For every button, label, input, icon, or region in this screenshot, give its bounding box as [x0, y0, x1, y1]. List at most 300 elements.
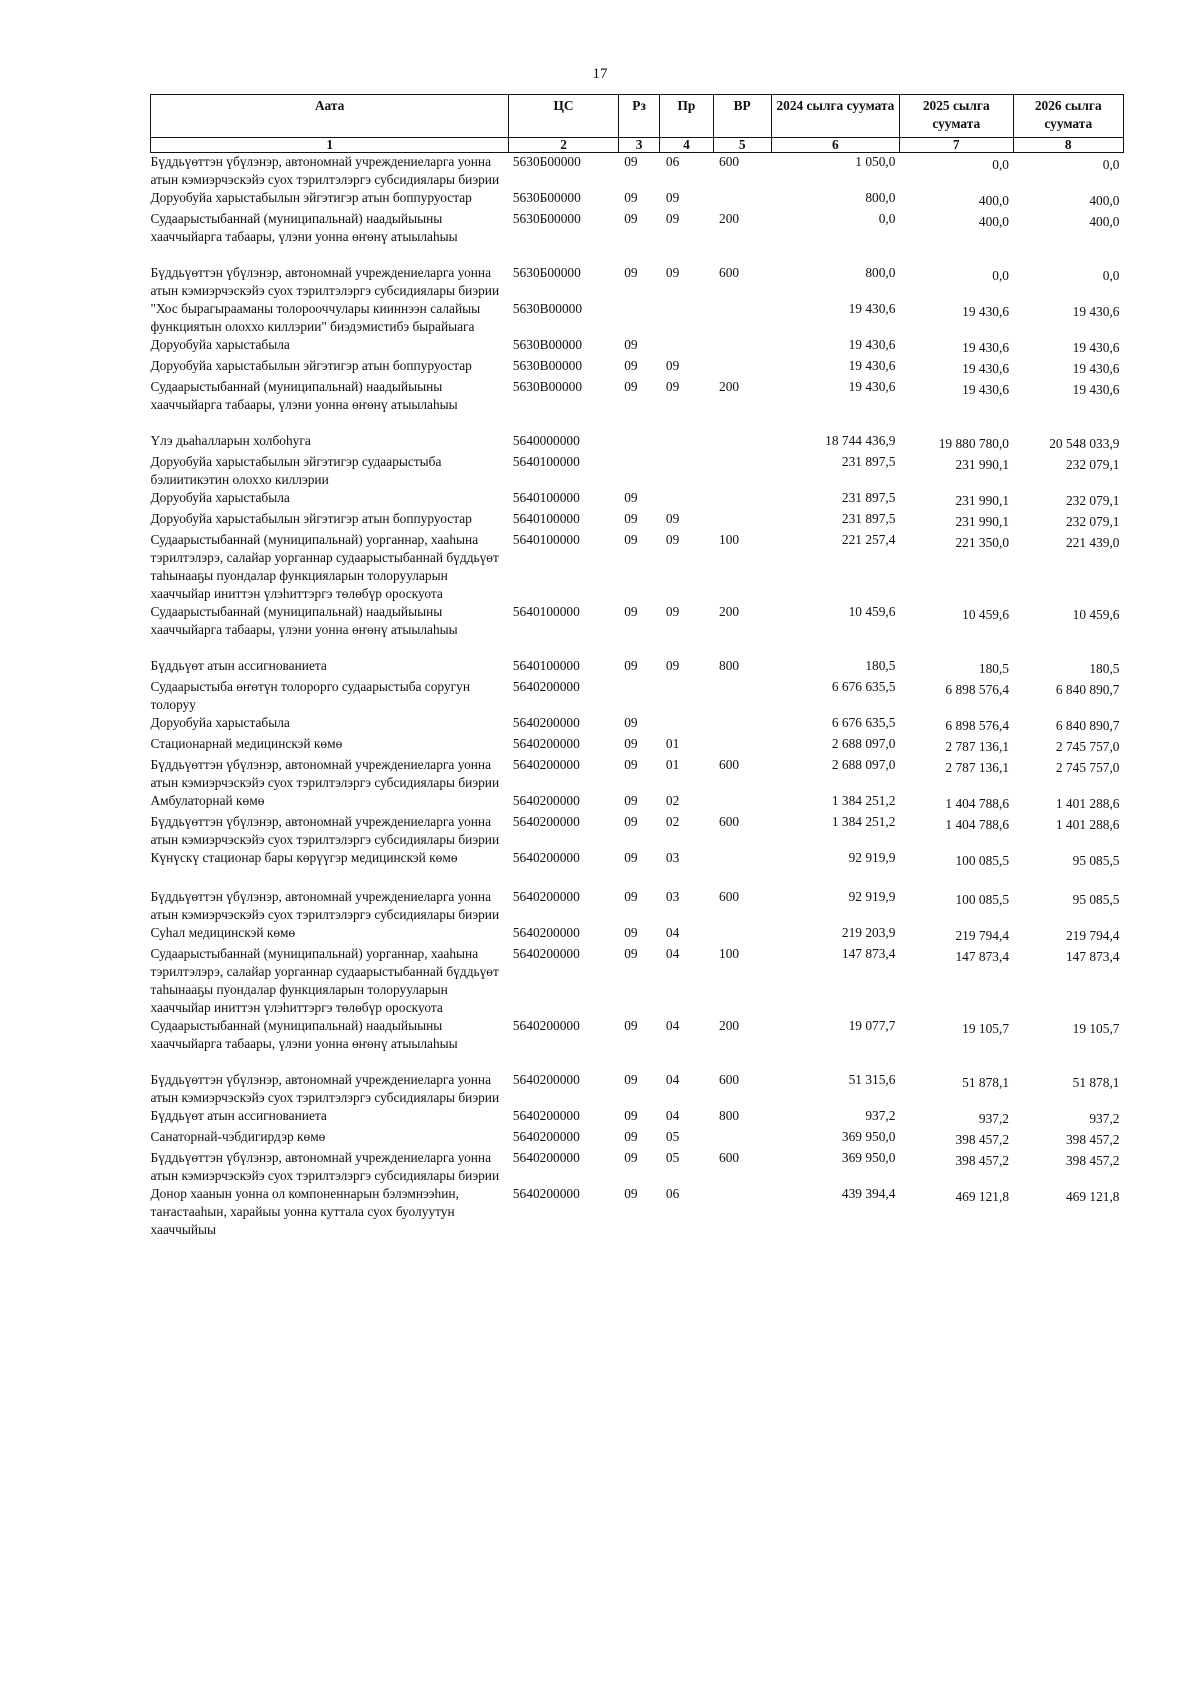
row-amount-2025: 51 878,1 — [962, 1075, 1010, 1090]
row-cs-code: 5640000000 — [512, 433, 580, 448]
header-2026: 2026 сылга суумата — [1013, 95, 1123, 138]
row-vr: 200 — [719, 604, 740, 619]
table-row — [151, 945, 1124, 1017]
row-cs-code: 5640200000 — [512, 1108, 580, 1123]
row-amount-2026: 20 548 033,9 — [1049, 436, 1120, 451]
row-amount-2024: 6 676 635,5 — [831, 715, 896, 730]
row-name: Судаарыстыбаннай (муниципальнай) наадыйыыны хааччыйарга табаары, үлэни уонна өҥөнү атыылаһыы — [150, 379, 458, 412]
row-amount-2025: 19 105,7 — [962, 1021, 1010, 1036]
row-amount-2025: 469 121,8 — [955, 1189, 1010, 1204]
row-name: Бүддьүөттэн үбүлэнэр, автономнай учреждениеларга уонна атын кэмиэрчэскэйэ суох тэрилтэлэргэ субсидиялары биэрии — [150, 154, 500, 187]
row-pr: 09 — [665, 358, 680, 373]
row-rz — [618, 432, 660, 453]
table-row — [151, 924, 1124, 945]
row-name: Доруобуйа харыстабылын эйгэтигэр атын боппуруостар — [150, 511, 472, 526]
table-row — [151, 264, 1124, 300]
row-vr — [713, 714, 771, 735]
row-rz: 09 — [624, 736, 638, 751]
row-pr: 09 — [665, 379, 680, 394]
row-pr: 09 — [665, 265, 680, 280]
row-rz: 09 — [624, 337, 638, 352]
row-vr — [713, 1185, 771, 1239]
row-vr: 100 — [719, 532, 740, 547]
row-pr: 03 — [665, 889, 680, 904]
table-row — [151, 432, 1124, 453]
table-row — [151, 603, 1124, 657]
header-vr: ВР — [713, 95, 771, 138]
column-number: 6 — [771, 138, 899, 153]
row-rz: 09 — [624, 211, 638, 226]
row-amount-2025: 231 990,1 — [955, 493, 1010, 508]
row-vr — [713, 510, 771, 531]
row-pr: 09 — [665, 532, 680, 547]
row-amount-2026: 95 085,5 — [1072, 853, 1120, 868]
row-amount-2025: 400,0 — [978, 214, 1010, 229]
row-amount-2024: 180,5 — [865, 658, 896, 673]
row-pr: 04 — [665, 925, 680, 940]
row-vr: 600 — [719, 757, 740, 772]
row-cs-code: 5640200000 — [512, 793, 580, 808]
row-rz: 09 — [624, 925, 638, 940]
row-amount-2024: 1 384 251,2 — [831, 793, 896, 808]
row-pr: 09 — [665, 511, 680, 526]
row-vr — [713, 678, 771, 714]
row-cs-code: 5640200000 — [512, 1186, 580, 1201]
row-name: Судаарыстыбаннай (муниципальнай) наадыйыыны хааччыйарга табаары, үлэни уонна өҥөнү атыылаһыы — [150, 211, 458, 244]
row-name: Бүддьүөттэн үбүлэнэр, автономнай учреждениеларга уонна атын кэмиэрчэскэйэ суох тэрилтэлэргэ субсидиялары биэрии — [150, 1072, 500, 1105]
table-row — [151, 336, 1124, 357]
row-rz: 09 — [624, 511, 638, 526]
row-amount-2025: 6 898 576,4 — [945, 682, 1010, 697]
row-cs-code: 5640200000 — [512, 1072, 580, 1087]
row-amount-2024: 937,2 — [865, 1108, 896, 1123]
row-amount-2026: 19 430,6 — [1072, 382, 1120, 397]
table-row — [151, 378, 1124, 432]
table-row — [151, 300, 1124, 336]
row-pr: 09 — [665, 658, 680, 673]
row-name: Бүддьүөттэн үбүлэнэр, автономнай учреждениеларга уонна атын кэмиэрчэскэйэ суох тэрилтэлэргэ субсидиялары биэрии — [150, 889, 500, 922]
row-rz: 09 — [624, 358, 638, 373]
row-cs-code: 5640100000 — [512, 490, 580, 505]
row-amount-2024: 800,0 — [865, 190, 896, 205]
row-amount-2024: 369 950,0 — [841, 1150, 896, 1165]
row-amount-2024: 1 050,0 — [855, 154, 896, 169]
row-cs-code: 5640200000 — [512, 736, 580, 751]
row-vr: 600 — [719, 1072, 740, 1087]
row-amount-2024: 221 257,4 — [841, 532, 896, 547]
row-name: Донор хаанын уонна ол компоненнарын бэлэмнээһин, таҥастааһын, харайыы уонна куттала суох буолуутун хааччыйыы — [150, 1186, 459, 1237]
table-row — [151, 756, 1124, 792]
row-amount-2026: 51 878,1 — [1072, 1075, 1120, 1090]
row-amount-2024: 19 430,6 — [848, 358, 896, 373]
row-pr: 04 — [665, 1108, 680, 1123]
row-pr — [660, 453, 713, 489]
row-amount-2024: 92 919,9 — [848, 889, 896, 904]
row-amount-2025: 398 457,2 — [955, 1132, 1010, 1147]
row-vr: 600 — [719, 889, 740, 904]
row-vr — [713, 1128, 771, 1149]
row-pr: 04 — [665, 1018, 680, 1033]
table-row — [151, 888, 1124, 924]
row-rz: 09 — [624, 1108, 638, 1123]
row-name: Доруобуйа харыстабыла — [150, 490, 290, 505]
row-amount-2025: 19 430,6 — [962, 340, 1010, 355]
row-cs-code: 5640200000 — [512, 1018, 580, 1033]
row-rz: 09 — [624, 379, 638, 394]
row-vr — [713, 735, 771, 756]
row-rz: 09 — [624, 490, 638, 505]
table-row — [151, 357, 1124, 378]
row-name: Стационарнай медицинскэй көмө — [150, 736, 343, 751]
row-name: "Хос бырагырааманы толорооччулары кииннээн салайыы функциятын олоххо киллэрии" биэдэмистибэ бырайыага — [150, 301, 481, 334]
table-row — [151, 453, 1124, 489]
row-amount-2025: 19 880 780,0 — [938, 436, 1010, 451]
row-cs-code: 5640200000 — [512, 757, 580, 772]
row-amount-2025: 219 794,4 — [955, 928, 1010, 943]
budget-table — [150, 94, 1124, 1239]
table-row — [151, 1107, 1124, 1128]
table-row — [151, 792, 1124, 813]
row-amount-2024: 800,0 — [865, 265, 896, 280]
row-amount-2025: 6 898 576,4 — [945, 718, 1010, 733]
row-amount-2025: 231 990,1 — [955, 457, 1010, 472]
row-amount-2026: 221 439,0 — [1065, 535, 1120, 550]
row-pr: 04 — [665, 946, 680, 961]
row-amount-2025: 0,0 — [992, 157, 1010, 172]
row-vr: 600 — [719, 1150, 740, 1165]
row-amount-2026: 2 745 757,0 — [1055, 760, 1120, 775]
row-cs-code: 5640100000 — [512, 658, 580, 673]
row-amount-2026: 95 085,5 — [1072, 892, 1120, 907]
table-header-row — [151, 95, 1124, 138]
row-amount-2026: 400,0 — [1089, 193, 1120, 208]
row-amount-2025: 100 085,5 — [955, 892, 1010, 907]
row-amount-2025: 19 430,6 — [962, 304, 1010, 319]
row-amount-2026: 219 794,4 — [1065, 928, 1120, 943]
table-row — [151, 657, 1124, 678]
row-name: Суһал медицинскэй көмө — [150, 925, 296, 940]
row-pr: 09 — [665, 190, 680, 205]
row-amount-2026: 6 840 890,7 — [1055, 682, 1120, 697]
row-vr — [713, 189, 771, 210]
table-row — [151, 510, 1124, 531]
row-rz: 09 — [624, 946, 638, 961]
row-rz: 09 — [624, 1072, 638, 1087]
row-name: Судаарыстыбаннай (муниципальнай) наадыйыыны хааччыйарга табаары, үлэни уонна өҥөнү атыылаһыы — [150, 604, 458, 637]
row-pr — [660, 336, 713, 357]
row-cs-code: 5630Б00000 — [512, 154, 581, 169]
row-amount-2024: 0,0 — [878, 211, 896, 226]
row-vr: 800 — [719, 658, 740, 673]
table-row — [151, 1071, 1124, 1107]
row-amount-2026: 19 430,6 — [1072, 340, 1120, 355]
row-rz: 09 — [624, 1018, 638, 1033]
row-pr — [660, 678, 713, 714]
table-row — [151, 1185, 1124, 1239]
row-name: Судаарыстыбаннай (муниципальнай) наадыйыыны хааччыйарга табаары, үлэни уонна өҥөнү атыылаһыы — [150, 1018, 458, 1051]
row-cs-code: 5640100000 — [512, 454, 580, 469]
row-amount-2026: 232 079,1 — [1065, 514, 1120, 529]
row-name: Бүддьүөт атын ассигнованиета — [150, 658, 327, 673]
row-amount-2024: 219 203,9 — [841, 925, 896, 940]
row-amount-2025: 1 404 788,6 — [945, 796, 1010, 811]
row-pr: 02 — [665, 814, 680, 829]
row-amount-2024: 231 897,5 — [841, 490, 896, 505]
row-name: Үлэ дьаһалларын холбоһуга — [150, 433, 311, 448]
row-name: Доруобуйа харыстабыла — [150, 337, 290, 352]
row-amount-2025: 19 430,6 — [962, 382, 1010, 397]
row-pr: 03 — [665, 850, 680, 865]
row-rz: 09 — [624, 532, 638, 547]
row-amount-2025: 2 787 136,1 — [945, 739, 1010, 754]
row-cs-code: 5630Б00000 — [512, 190, 581, 205]
row-name: Судаарыстыба өҥөтүн толорорго судаарыстыба соругун толоруу — [150, 679, 471, 712]
table-row — [151, 1149, 1124, 1185]
row-amount-2026: 937,2 — [1089, 1111, 1120, 1126]
row-amount-2024: 1 384 251,2 — [831, 814, 896, 829]
row-amount-2026: 0,0 — [1102, 268, 1120, 283]
row-amount-2024: 10 459,6 — [848, 604, 896, 619]
row-amount-2025: 100 085,5 — [955, 853, 1010, 868]
row-amount-2025: 19 430,6 — [962, 361, 1010, 376]
row-cs-code: 5640200000 — [512, 679, 580, 694]
row-cs-code: 5630В00000 — [512, 337, 583, 352]
row-cs-code: 5640200000 — [512, 1150, 580, 1165]
table-row — [151, 813, 1124, 849]
row-rz: 09 — [624, 814, 638, 829]
row-pr: 05 — [665, 1150, 680, 1165]
row-cs-code: 5630В00000 — [512, 379, 583, 394]
row-rz: 09 — [624, 265, 638, 280]
row-amount-2026: 232 079,1 — [1065, 493, 1120, 508]
header-cs: ЦС — [509, 95, 618, 138]
row-cs-code: 5630Б00000 — [512, 265, 581, 280]
row-rz: 09 — [624, 850, 638, 865]
table-row — [151, 153, 1124, 190]
row-cs-code: 5640200000 — [512, 889, 580, 904]
table-body — [151, 153, 1124, 1240]
column-number: 8 — [1013, 138, 1123, 153]
table-row — [151, 714, 1124, 735]
row-amount-2026: 6 840 890,7 — [1055, 718, 1120, 733]
row-pr: 05 — [665, 1129, 680, 1144]
row-cs-code: 5640200000 — [512, 715, 580, 730]
row-amount-2026: 147 873,4 — [1065, 949, 1120, 964]
row-amount-2026: 10 459,6 — [1072, 607, 1120, 622]
row-amount-2026: 0,0 — [1102, 157, 1120, 172]
row-amount-2024: 147 873,4 — [841, 946, 896, 961]
row-vr — [713, 336, 771, 357]
row-pr: 01 — [665, 757, 680, 772]
row-amount-2024: 439 394,4 — [841, 1186, 896, 1201]
row-cs-code: 5640200000 — [512, 814, 580, 829]
row-name: Судаарыстыбаннай (муниципальнай) уорганнар, хааһына тэрилтэлэрэ, салайар уорганнар судаарыстыбаннай бүддьүөт таһынааҕы пуондалар функцияларын толорууларын хааччыйар иниттэн үлэһиттэргэ төлөбүр ороскуота — [150, 946, 499, 1015]
row-vr — [713, 489, 771, 510]
row-pr — [660, 432, 713, 453]
row-name: Күнүскү стационар бары көрүүгэр медицинскэй көмө — [150, 850, 458, 865]
row-rz: 09 — [624, 154, 638, 169]
row-amount-2025: 1 404 788,6 — [945, 817, 1010, 832]
row-vr: 600 — [719, 814, 740, 829]
row-pr — [660, 489, 713, 510]
row-cs-code: 5640200000 — [512, 946, 580, 961]
row-name: Бүддьүөт атын ассигнованиета — [150, 1108, 327, 1123]
row-amount-2026: 19 430,6 — [1072, 361, 1120, 376]
row-vr: 100 — [719, 946, 740, 961]
row-rz: 09 — [624, 190, 638, 205]
row-amount-2024: 6 676 635,5 — [831, 679, 896, 694]
column-number: 2 — [509, 138, 618, 153]
row-rz — [618, 453, 660, 489]
column-number: 4 — [660, 138, 713, 153]
table-row — [151, 189, 1124, 210]
header-name: Аата — [151, 95, 509, 138]
row-vr — [713, 792, 771, 813]
row-rz: 09 — [624, 715, 638, 730]
row-pr: 09 — [665, 604, 680, 619]
row-amount-2025: 10 459,6 — [962, 607, 1010, 622]
row-amount-2024: 369 950,0 — [841, 1129, 896, 1144]
row-rz: 09 — [624, 1150, 638, 1165]
row-amount-2024: 51 315,6 — [848, 1072, 896, 1087]
header-2024: 2024 сылга суумата — [771, 95, 899, 138]
row-name: Доруобуйа харыстабылын эйгэтигэр атын боппуруостар — [150, 190, 472, 205]
row-amount-2025: 398 457,2 — [955, 1153, 1010, 1168]
row-cs-code: 5630Б00000 — [512, 211, 581, 226]
row-cs-code: 5640100000 — [512, 532, 580, 547]
row-amount-2026: 19 430,6 — [1072, 304, 1120, 319]
page-number: 17 — [592, 66, 608, 82]
row-rz: 09 — [624, 658, 638, 673]
row-amount-2024: 18 744 436,9 — [825, 433, 896, 448]
table-row — [151, 531, 1124, 603]
row-amount-2026: 1 401 288,6 — [1055, 796, 1120, 811]
row-name: Доруобуйа харыстабылын эйгэтигэр атын боппуруостар — [150, 358, 472, 373]
row-amount-2025: 937,2 — [978, 1111, 1010, 1126]
row-vr — [713, 300, 771, 336]
row-amount-2025: 231 990,1 — [955, 514, 1010, 529]
row-pr: 09 — [665, 211, 680, 226]
row-rz: 09 — [624, 604, 638, 619]
column-number: 5 — [713, 138, 771, 153]
row-rz: 09 — [624, 1186, 638, 1201]
row-amount-2025: 2 787 136,1 — [945, 760, 1010, 775]
header-2025: 2025 сылга суумата — [899, 95, 1013, 138]
row-amount-2026: 469 121,8 — [1065, 1189, 1120, 1204]
column-number: 7 — [899, 138, 1013, 153]
row-amount-2026: 180,5 — [1089, 661, 1120, 676]
row-amount-2024: 19 430,6 — [848, 379, 896, 394]
row-cs-code: 5640100000 — [512, 511, 580, 526]
row-cs-code: 5630В00000 — [512, 301, 583, 316]
row-vr — [713, 453, 771, 489]
row-amount-2024: 2 688 097,0 — [831, 757, 896, 772]
table-row — [151, 210, 1124, 264]
row-rz: 09 — [624, 793, 638, 808]
row-pr: 04 — [665, 1072, 680, 1087]
row-amount-2025: 0,0 — [992, 268, 1010, 283]
row-vr: 600 — [719, 154, 740, 169]
table-row — [151, 489, 1124, 510]
row-pr: 02 — [665, 793, 680, 808]
column-number: 1 — [151, 138, 509, 153]
row-name: Бүддьүөттэн үбүлэнэр, автономнай учреждениеларга уонна атын кэмиэрчэскэйэ суох тэрилтэлэргэ субсидиялары биэрии — [150, 1150, 500, 1183]
row-amount-2025: 180,5 — [978, 661, 1010, 676]
row-vr: 200 — [719, 1018, 740, 1033]
table-row — [151, 735, 1124, 756]
row-vr: 800 — [719, 1108, 740, 1123]
row-amount-2024: 19 430,6 — [848, 337, 896, 352]
row-cs-code: 5630В00000 — [512, 358, 583, 373]
table-row — [151, 1017, 1124, 1071]
row-amount-2024: 231 897,5 — [841, 454, 896, 469]
column-number-row — [151, 138, 1124, 153]
row-pr: 06 — [665, 1186, 680, 1201]
row-amount-2026: 398 457,2 — [1065, 1132, 1120, 1147]
row-vr — [713, 357, 771, 378]
row-rz: 09 — [624, 757, 638, 772]
row-cs-code: 5640100000 — [512, 604, 580, 619]
row-amount-2025: 147 873,4 — [955, 949, 1010, 964]
row-rz: 09 — [624, 1129, 638, 1144]
row-amount-2024: 231 897,5 — [841, 511, 896, 526]
row-amount-2026: 400,0 — [1089, 214, 1120, 229]
row-vr — [713, 924, 771, 945]
row-vr — [713, 849, 771, 888]
row-amount-2024: 19 430,6 — [848, 301, 896, 316]
row-pr — [660, 300, 713, 336]
row-amount-2026: 398 457,2 — [1065, 1153, 1120, 1168]
row-amount-2025: 221 350,0 — [955, 535, 1010, 550]
row-amount-2026: 19 105,7 — [1072, 1021, 1120, 1036]
row-amount-2025: 400,0 — [978, 193, 1010, 208]
row-rz — [618, 300, 660, 336]
row-vr — [713, 432, 771, 453]
row-amount-2026: 1 401 288,6 — [1055, 817, 1120, 832]
row-cs-code: 5640200000 — [512, 925, 580, 940]
row-name: Доруобуйа харыстабылын эйгэтигэр судаарыстыба бэлиитикэтин олоххо киллэрии — [150, 454, 442, 487]
row-amount-2026: 232 079,1 — [1065, 457, 1120, 472]
row-name: Доруобуйа харыстабыла — [150, 715, 290, 730]
header-rz: Рз — [618, 95, 660, 138]
row-amount-2026: 2 745 757,0 — [1055, 739, 1120, 754]
row-pr: 01 — [665, 736, 680, 751]
table-row — [151, 678, 1124, 714]
row-pr: 06 — [665, 154, 680, 169]
row-name: Амбулаторнай көмө — [150, 793, 265, 808]
table-row — [151, 1128, 1124, 1149]
row-name: Бүддьүөттэн үбүлэнэр, автономнай учреждениеларга уонна атын кэмиэрчэскэйэ суох тэрилтэлэргэ субсидиялары биэрии — [150, 814, 500, 847]
row-name: Санаторнай-чэбдигирдэр көмө — [150, 1129, 326, 1144]
row-vr: 200 — [719, 379, 740, 394]
row-amount-2024: 92 919,9 — [848, 850, 896, 865]
row-cs-code: 5640200000 — [512, 1129, 580, 1144]
row-cs-code: 5640200000 — [512, 850, 580, 865]
header-pr: Пр — [660, 95, 713, 138]
row-vr: 200 — [719, 211, 740, 226]
column-number: 3 — [618, 138, 660, 153]
row-vr: 600 — [719, 265, 740, 280]
row-name: Судаарыстыбаннай (муниципальнай) уорганнар, хааһына тэрилтэлэрэ, салайар уорганнар судаарыстыбаннай бүддьүөт таһынааҕы пуондалар функцияларын толорууларын хааччыйар иниттэн үлэһиттэргэ төлөбүр ороскуота — [150, 532, 499, 601]
row-rz — [618, 678, 660, 714]
row-name: Бүддьүөттэн үбүлэнэр, автономнай учреждениеларга уонна атын кэмиэрчэскэйэ суох тэрилтэлэргэ субсидиялары биэрии — [150, 265, 500, 298]
row-pr — [660, 714, 713, 735]
row-amount-2024: 2 688 097,0 — [831, 736, 896, 751]
row-rz: 09 — [624, 889, 638, 904]
table-row — [151, 849, 1124, 888]
row-amount-2024: 19 077,7 — [848, 1018, 896, 1033]
row-name: Бүддьүөттэн үбүлэнэр, автономнай учреждениеларга уонна атын кэмиэрчэскэйэ суох тэрилтэлэргэ субсидиялары биэрии — [150, 757, 500, 790]
